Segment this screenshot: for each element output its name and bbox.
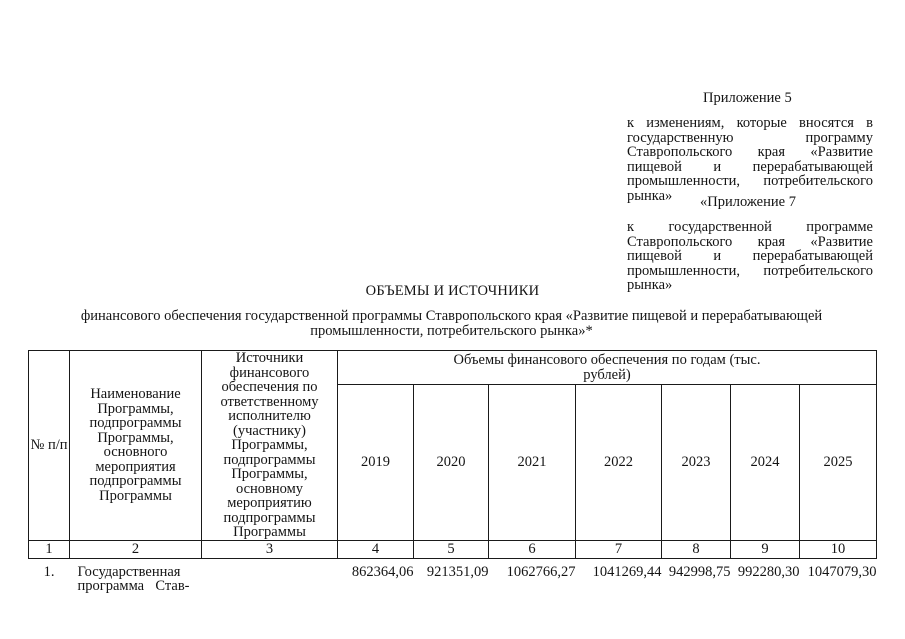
row-name <box>70 558 202 594</box>
column-number: 6 <box>489 540 576 558</box>
header-year: 2022 <box>576 385 662 540</box>
column-number: 9 <box>731 540 800 558</box>
column-number: 1 <box>29 540 70 558</box>
header-year: 2024 <box>731 385 800 540</box>
row-name-line: Государственная <box>77 563 181 580</box>
header-name: Наименование Программы, подпрограммы Программы, основного мероприятия подпрограммы Программы <box>70 351 202 541</box>
column-number: 10 <box>800 540 877 558</box>
header-year: 2020 <box>414 385 489 540</box>
column-number: 2 <box>70 540 202 558</box>
financing-table <box>28 350 877 594</box>
row-value-2023: 942998,75 <box>668 563 731 580</box>
appendix7-title: «Приложение 7 <box>700 194 796 210</box>
row-number: 1. <box>43 563 55 580</box>
row-name-line: программа Став- <box>77 578 190 594</box>
header-source: Источники финансового обеспечения по ответственному исполнителю (участнику) Программы, подпрограммы Программы, основному мероприятию подпрограммы Программы <box>202 351 338 541</box>
column-number: 4 <box>338 540 414 558</box>
header-year: 2023 <box>662 385 731 540</box>
column-number: 5 <box>414 540 489 558</box>
row-value-2019: 862364,06 <box>351 563 414 580</box>
appendix5-title: Приложение 5 <box>703 90 792 106</box>
header-year: 2019 <box>338 385 414 540</box>
row-value-2022: 1041269,44 <box>592 563 662 580</box>
document-heading: ОБЪЕМЫ И ИСТОЧНИКИ <box>365 283 540 299</box>
appendix5-text: к изменениям, которые вносятся в государственную программу Ставропольского края «Развитие пищевой и перерабатывающей промышленности, потребительского рынка» <box>627 115 873 204</box>
column-number: 8 <box>662 540 731 558</box>
column-number: 7 <box>576 540 662 558</box>
row-value-2021: 1062766,27 <box>506 563 576 580</box>
column-number: 3 <box>202 540 338 558</box>
header-amounts: Объемы финансового обеспечения по годам (тыс. рублей) <box>338 351 877 385</box>
row-value-2020: 921351,09 <box>426 563 489 580</box>
appendix7-text: к государственной программе Ставропольского края «Развитие пищевой и перерабатывающей промышленности, потребительского рынка» <box>627 219 873 293</box>
row-source <box>202 558 338 594</box>
table-row <box>29 558 877 594</box>
document-subheading: финансового обеспечения государственной программы Ставропольского края «Развитие пищевой и перерабатывающей промышленности, потребительского рынка»* <box>80 308 823 339</box>
header-year: 2025 <box>800 385 877 540</box>
header-number: № п/п <box>29 351 70 541</box>
row-value-2025: 1047079,30 <box>807 563 877 580</box>
header-year: 2021 <box>489 385 576 540</box>
row-value-2024: 992280,30 <box>737 563 800 580</box>
